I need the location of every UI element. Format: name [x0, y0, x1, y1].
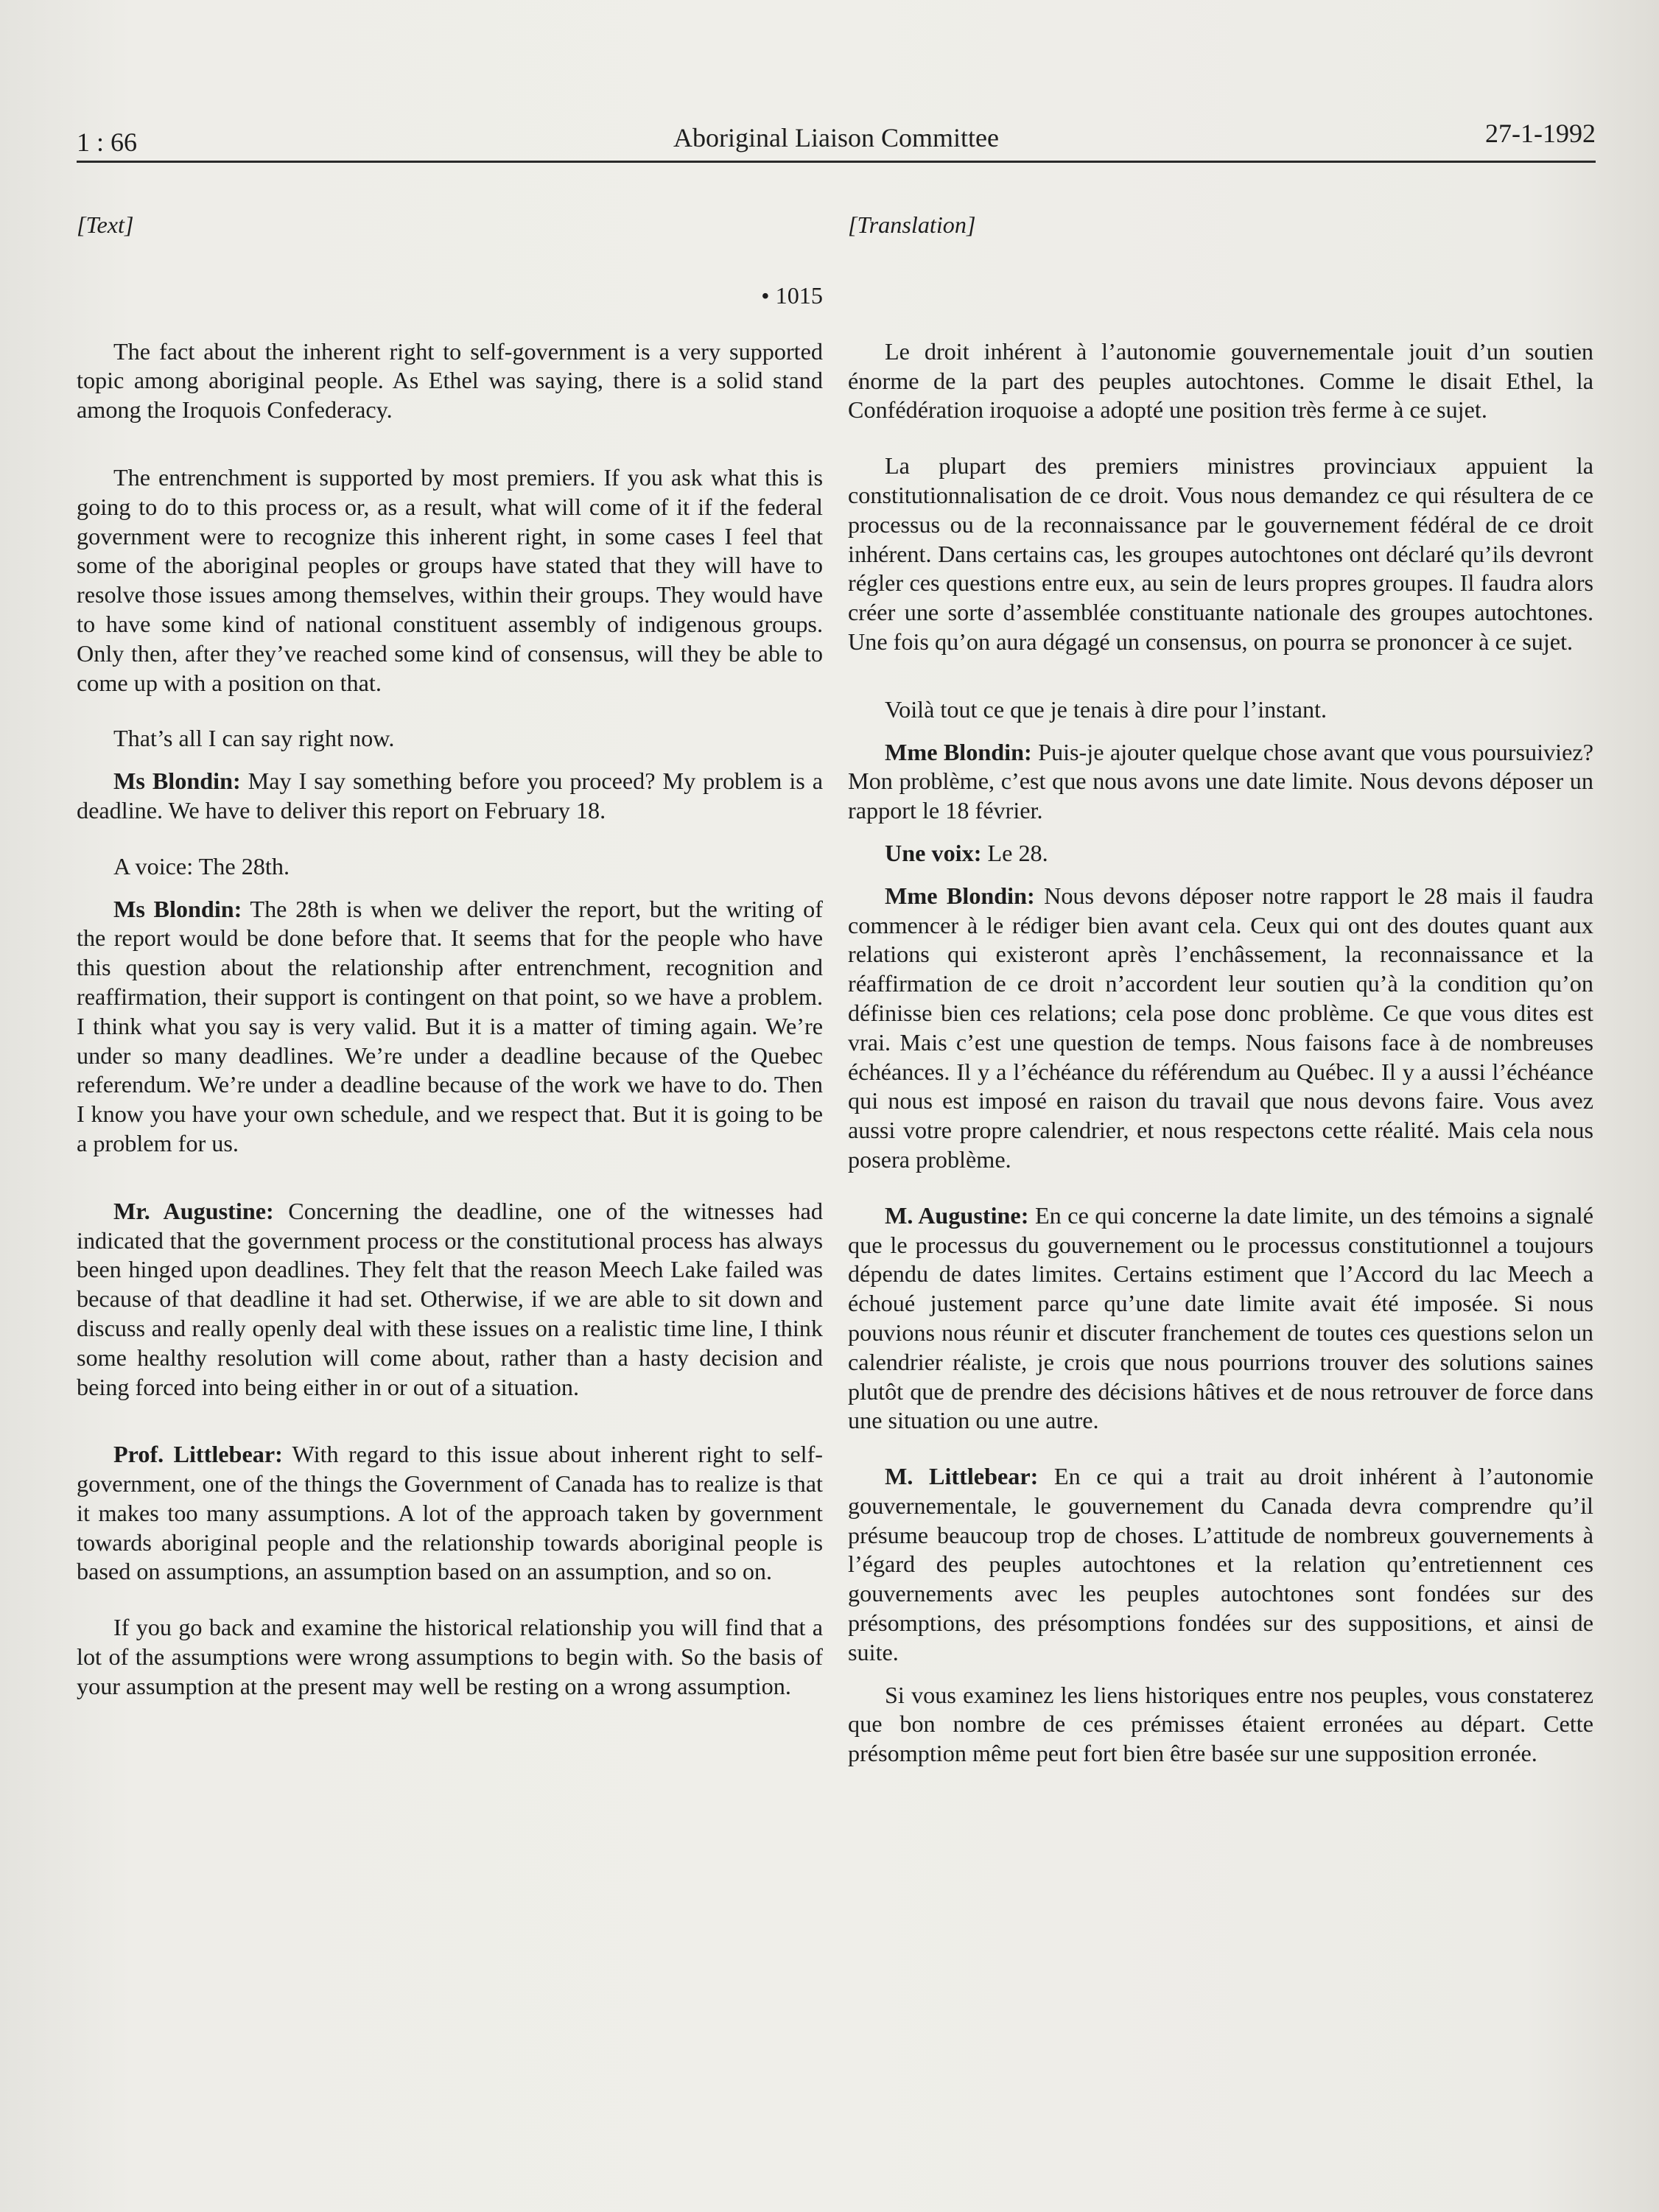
paragraph: Ms Blondin: The 28th is when we deliver the report, but the writing of the report would be done before that. It seems that for the people who have this question about the relationship after entrenchment, recognition and reaffirmation, their support is contingent on that point, so we have a problem. I think what you say is very valid. But it is a matter of timing again. We’re under so many deadlines. We’re under a deadline because of the Quebec referendum. We’re under a deadline because of the work we have to do. Then I know you have your own schedule, and we respect that. But it is going to be a problem for us. — [77, 895, 823, 1156]
page-number: 1 : 66 — [77, 127, 138, 157]
paragraph: Le droit inhérent à l’autonomie gouvernementale jouit d’un soutien énorme de la part des peuples autochtones. Comme le disait Ethel, la Confédération iroquoise a adopté une position très ferme à ce sujet. — [848, 337, 1593, 424]
french-column — [848, 211, 1593, 1769]
header-date: 27-1-1992 — [1485, 119, 1596, 148]
paragraph: If you go back and examine the historical relationship you will find that a lot of the assumptions were wrong assumptions to begin with. So the basis of your assumption at the present may well be resting on a wrong assumption. — [77, 1614, 823, 1699]
paragraph: The fact about the inherent right to self-government is a very supported topic among aboriginal people. As Ethel was saying, there is a solid stand among the Iroquois Confederacy. — [77, 337, 823, 424]
paragraph: The entrenchment is supported by most premiers. If you ask what this is going to do to this process or, as a result, what will come of it if the federal government were to recognize this inherent right, in some cases I feel that some of the aboriginal peoples or groups have stated that they will have to resolve those issues among themselves, within their groups. They would have to have some kind of national constituent assembly of indigenous groups. Only then, after they’ve reached some kind of consensus, will they be able to come up with a position on that. — [77, 463, 823, 696]
paragraph: A voice: The 28th. — [113, 852, 290, 879]
paragraph: Ms Blondin: May I say something before you proceed? My problem is a deadline. We have to deliver this report on February 18. — [77, 768, 824, 824]
paragraph: That’s all I can say right now. — [113, 725, 395, 752]
speaker-name: Ms Blondin: — [113, 895, 242, 922]
paragraph: Mme Blondin: Puis-je ajouter quelque chose avant que vous poursuiviez? Mon problème, c’est que nous avons une date limite. Nous devons déposer un rapport le 18 février. — [848, 738, 1593, 824]
time-marker: • 1015 — [761, 281, 823, 309]
header-divider — [77, 161, 1596, 163]
speaker-name: Ms Blondin: — [113, 768, 241, 795]
speaker-name: Mme Blondin: — [885, 738, 1032, 765]
translation-label: [Translation] — [848, 211, 976, 238]
committee-title: Aboriginal Liaison Committee — [673, 123, 999, 152]
paragraph: Si vous examinez les liens historiques entre nos peuples, vous constaterez que bon nombre de ces prémisses étaient erronées au départ. Cette présomption même peut fort bien être basée sur une supposition erronée. — [848, 1681, 1593, 1767]
paragraph: Mr. Augustine: Concerning the deadline, one of the witnesses had indicated that the government process or the constitutional process has always been hinged upon deadlines. They felt that the reason Meech Lake failed was because of that deadline it had set. Otherwise, if we are able to sit down and discuss and really openly deal with these issues on a realistic time line, I think some healthy resolution will come about, rather than a hasty decision and being forced into being either in or out of a situation. — [77, 1197, 823, 1400]
paragraph: Voilà tout ce que je tenais à dire pour l’instant. — [885, 695, 1327, 723]
speaker-name: Prof. Littlebear: — [113, 1441, 283, 1468]
text-label: [Text] — [77, 211, 134, 238]
paragraph: M. Littlebear: En ce qui a trait au droit inhérent à l’autonomie gouvernementale, le gouvernement du Canada devra comprendre qu’il présume beaucoup trop de choses. L’attitude de nombreux gouvernements à l’égard des peuples autochtones et la relation qu’entretiennent ces gouvernements avec les peuples autochtones sont fondées sur des présomptions, des présomptions fondées sur des suppositions, et ainsi de suite. — [848, 1463, 1593, 1665]
speaker-name: M. Littlebear: — [885, 1463, 1039, 1490]
paragraph: La plupart des premiers ministres provinciaux appuient la constitutionnalisation de ce droit. Vous nous demandez ce qui résultera de ce processus ou de la reconnaissance par le gouvernement fédéral de ce droit inhérent. Dans certains cas, les groupes autochtones ont déclaré qu’ils devront régler ces questions entre eux, au sein de leurs propres groupes. Il faudra alors créer une sorte d’assemblée constituante nationale des groupes autochtones. Une fois qu’on aura dégagé un consensus, on pourra se prononcer à ce sujet. — [848, 452, 1593, 655]
speaker-name: Mme Blondin: — [885, 882, 1035, 909]
english-column — [77, 211, 823, 1702]
paragraph: Prof. Littlebear: With regard to this issue about inherent right to self-government, one of the things the Government of Canada has to realize is that it makes too many assumptions. A lot of the approach taken by government towards aboriginal people and the relationship towards aboriginal people is based on assumptions, an assumption based on an assumption, and so on. — [77, 1441, 824, 1585]
paragraph: Mme Blondin: Nous devons déposer notre rapport le 28 mais il faudra commencer à le rédiger bien avant cela. Ceux qui ont des doutes quant aux relations qui existeront après l’enchâssement, la reconnaissance et la réaffirmation de ce droit n’accordent leur soutien qu’à la condition qu’on définisse bien ces relations; cela pose donc problème. Ce que vous dites est vrai. Mais c’est une question de temps. Nous faisons face à de nombreuses échéances. Il y a l’échéance du référendum au Québec. Il y a aussi l’échéance qui nous est imposé en raison du travail que nous devons faire. Vous avez aussi votre propre calendrier, et nous respectons cette réalité. Mais cela nous posera problème. — [848, 882, 1593, 1173]
page-header — [77, 118, 1596, 164]
paragraph: M. Augustine: En ce qui concerne la date limite, un des témoins a signalé que le processus du gouvernement ou le processus constitutionnel a toujours dépendu de dates limites. Certains estiment que l’Accord du lac Meech a échoué justement parce qu’une date limite avait été imposée. Si nous pouvions nous réunir et discuter franchement de toutes ces questions selon un calendrier réaliste, je crois que nous pourrions trouver des solutions saines plutôt que de prendre des décisions hâtives et de nous retrouver de force dans une situation ou une autre. — [848, 1201, 1593, 1434]
speaker-name: Mr. Augustine: — [113, 1197, 274, 1224]
speaker-name: M. Augustine: — [885, 1201, 1029, 1229]
paragraph: Une voix: Le 28. — [885, 839, 1048, 866]
speaker-name: Une voix: — [885, 839, 982, 866]
